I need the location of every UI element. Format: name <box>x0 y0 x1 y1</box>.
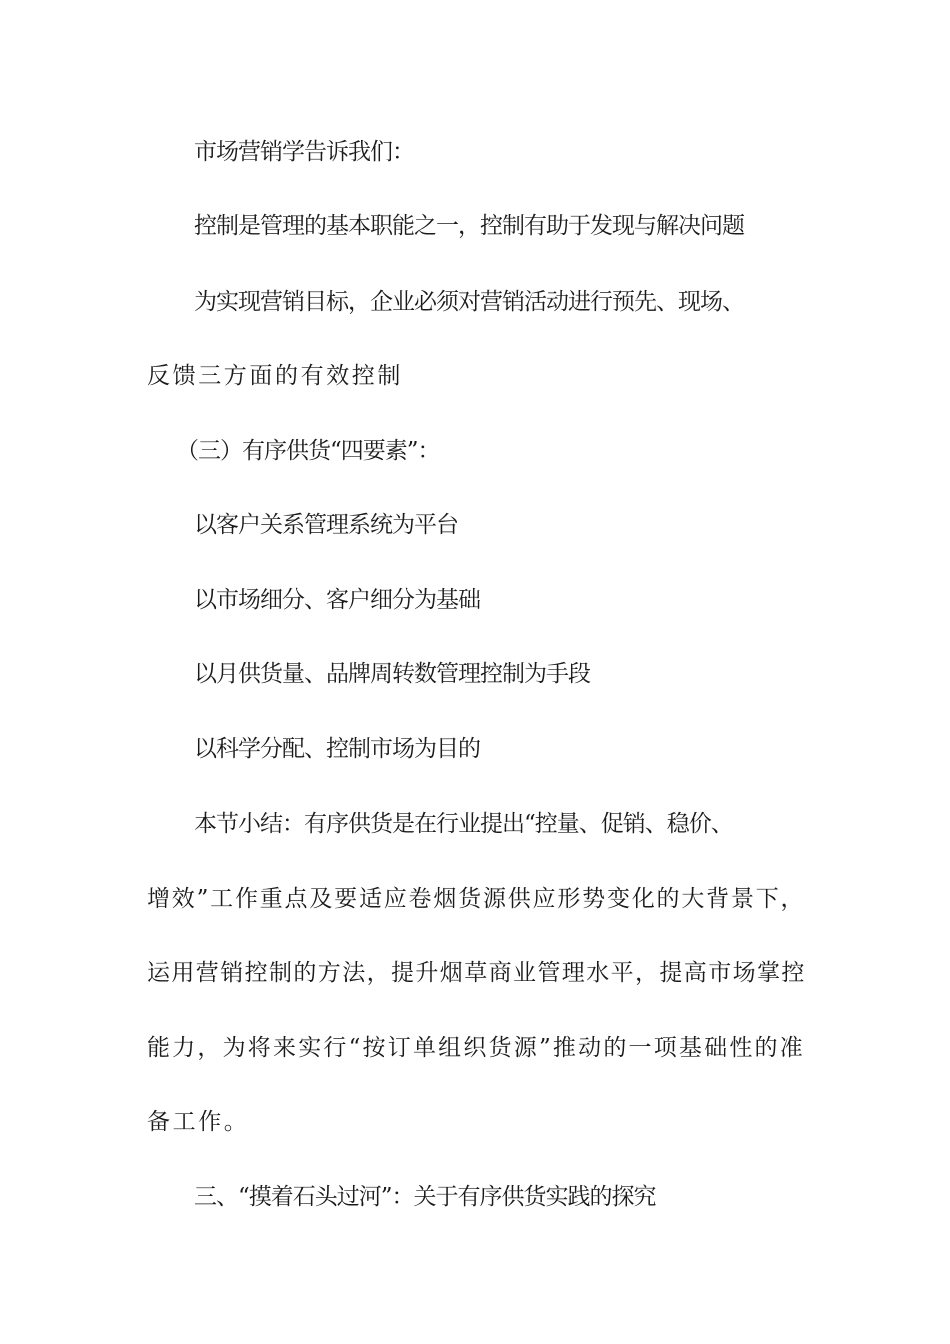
text-line: 增效”工作重点及要适应卷烟货源供应形势变化的大背景下， <box>147 886 806 912</box>
text-line: 以月供货量、品牌周转数管理控制为手段 <box>194 661 590 687</box>
text-line: 市场营销学告诉我们： <box>194 139 414 165</box>
text-line: 能力，为将来实行“按订单组织货源”推动的一项基础性的准 <box>147 1035 805 1061</box>
section-heading: （三）有序供货“四要素”： <box>176 438 440 464</box>
section-heading: 三、“摸着石头过河”：关于有序供货实践的探究 <box>194 1184 656 1210</box>
text-line: 以客户关系管理系统为平台 <box>194 512 458 538</box>
text-line: 以市场细分、客户细分为基础 <box>194 587 480 613</box>
text-line: 备工作。 <box>147 1109 250 1135</box>
text-line: 为实现营销目标，企业必须对营销活动进行预先、现场、 <box>194 289 744 315</box>
text-line: 运用营销控制的方法，提升烟草商业管理水平，提高市场掌控 <box>147 960 806 986</box>
text-line: 以科学分配、控制市场为目的 <box>194 736 480 762</box>
text-line: 反馈三方面的有效控制 <box>147 363 403 389</box>
text-line: 控制是管理的基本职能之一，控制有助于发现与解决问题 <box>194 213 744 239</box>
text-line: 本节小结：有序供货是在行业提出“控量、促销、稳价、 <box>194 811 733 837</box>
